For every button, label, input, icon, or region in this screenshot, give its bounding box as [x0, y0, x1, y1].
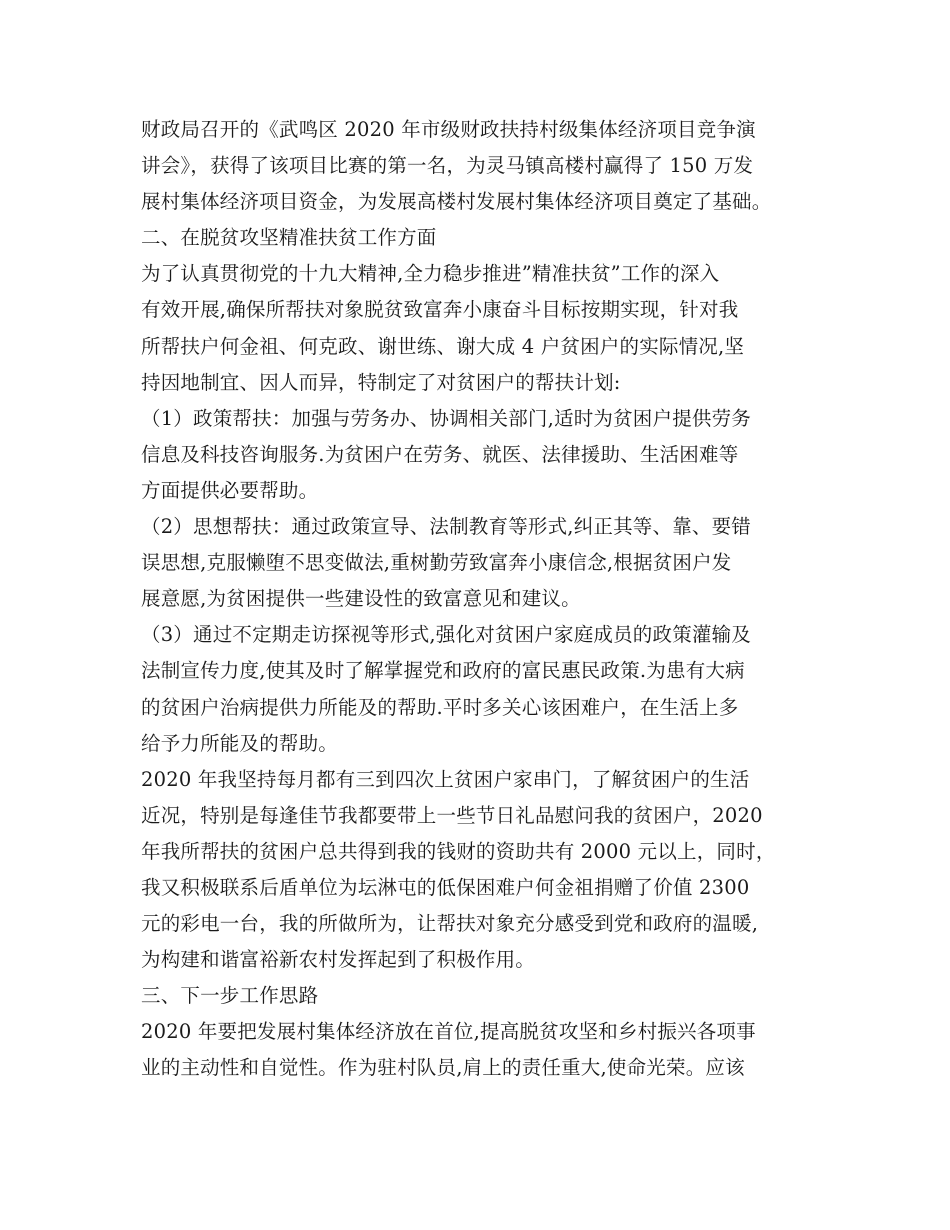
- text-line: （3）通过不定期走访探视等形式,强化对贫困户家庭成员的政策灌输及: [141, 623, 752, 647]
- text-line: 展村集体经济项目资金，为发展高楼村发展村集体经济项目奠定了基础。: [141, 190, 772, 214]
- text-line: 所帮扶户何金祖、何克政、谢世练、谢大成 4 户贫困户的实际情况,坚: [141, 334, 745, 358]
- section-heading: 二、在脱贫攻坚精准扶贫工作方面: [141, 226, 437, 250]
- text-line: 方面提供必要帮助。: [141, 478, 319, 502]
- text-line: 为了认真贯彻党的十九大精神,全力稳步推进”精准扶贫”工作的深入: [141, 262, 720, 286]
- text-line: 讲会》，获得了该项目比赛的第一名，为灵马镇高楼村赢得了 150 万发: [141, 154, 754, 178]
- text-line: 的贫困户治病提供力所能及的帮助.平时多关心该困难户，在生活上多: [141, 695, 739, 719]
- text-line: 误思想,克服懒堕不思变做法,重树勤劳致富奔小康信念,根据贫困户发: [141, 551, 732, 575]
- text-line: 业的主动性和自觉性。作为驻村队员,肩上的责任重大,使命光荣。应该: [141, 1056, 745, 1080]
- text-line: （1）政策帮扶：加强与劳务办、协调相关部门,适时为贫困户提供劳务: [141, 406, 752, 430]
- text-line: 近况，特别是每逢佳节我都要带上一些节日礼品慰问我的贫困户，2020: [141, 803, 763, 827]
- body-text: [141, 112, 841, 1087]
- text-line: 财政局召开的《武鸣区 2020 年市级财政扶持村级集体经济项目竞争演: [141, 118, 756, 141]
- text-line: 持因地制宜、因人而异，特制定了对贫困户的帮扶计划:: [141, 370, 621, 394]
- text-line: 法制宣传力度,使其及时了解掌握党和政府的富民惠民政策.为患有大病: [141, 659, 745, 683]
- text-line: 有效开展,确保所帮扶对象脱贫致富奔小康奋斗目标按期实现，针对我: [141, 298, 739, 322]
- text-line: 2020 年要把发展村集体经济放在首位,提高脱贫攻坚和乡村振兴各项事: [141, 1020, 756, 1044]
- text-line: 信息及科技咨询服务.为贫困户在劳务、就医、法律援助、生活困难等: [141, 442, 739, 466]
- text-line: 展意愿,为贫困提供一些建设性的致富意见和建议。: [141, 587, 581, 611]
- text-line: 给予力所能及的帮助。: [141, 731, 339, 755]
- text-line: 为构建和谐富裕新农村发挥起到了积极作用。: [141, 948, 536, 972]
- text-line: 2020 年我坚持每月都有三到四次上贫困户家串门，了解贫困户的生活: [141, 767, 750, 791]
- text-line: （2）思想帮扶：通过政策宣导、法制教育等形式,纠正其等、靠、要错: [141, 515, 752, 539]
- text-line: 元的彩电一台，我的所做所为，让帮扶对象充分感受到党和政府的温暖,: [141, 912, 759, 936]
- text-line: 我又积极联系后盾单位为坛淋屯的低保困难户何金祖捐赠了价值 2300: [141, 875, 750, 899]
- section-heading: 三、下一步工作思路: [141, 984, 319, 1008]
- text-line: 年我所帮扶的贫困户总共得到我的钱财的资助共有 2000 元以上，同时，: [141, 839, 776, 863]
